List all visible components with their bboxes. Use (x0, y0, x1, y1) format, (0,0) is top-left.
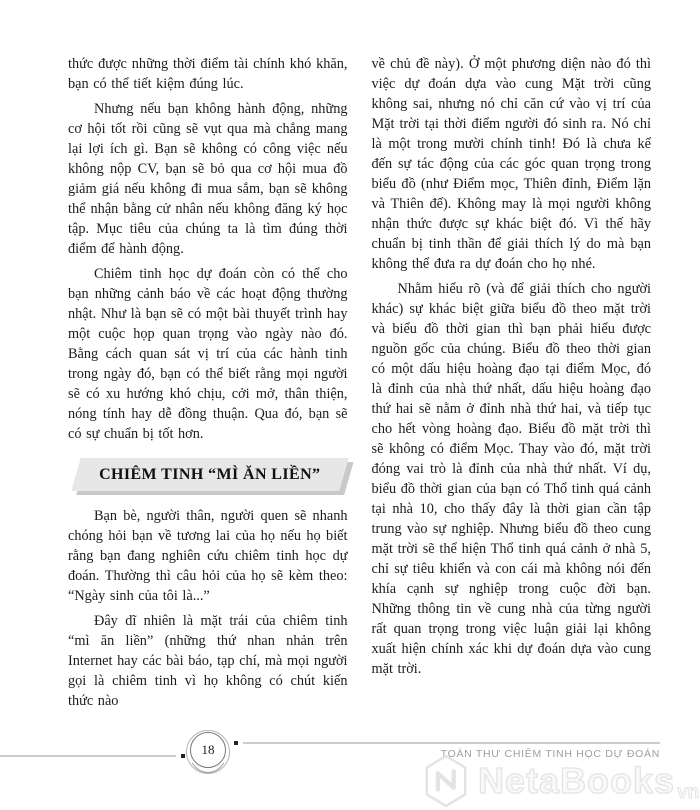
watermark-brand: NetaBooks (478, 760, 676, 801)
paragraph: Đây dĩ nhiên là mặt trái của chiêm tinh “mì ăn liền” (những thứ nhan nhản trên Internet hay các bài báo, tạp chí, mà mọi người gọi là chiêm tinh vì họ không có chút kiến thức nào (68, 613, 348, 709)
paragraph: Bạn bè, người thân, người quen sẽ nhanh chóng hỏi bạn về tương lai của họ nếu họ biết rằng bạn đang nghiên cứu chiêm tinh học dự đoán. Thường thì câu hỏi của họ sẽ kèm theo: “Ngày sinh của tôi là...” (68, 508, 348, 604)
paragraph: Chiêm tinh học dự đoán còn có thể cho bạn những cảnh báo về các hoạt động thường nhật. Như là bạn sẽ có một bài thuyết trình hay một cuộc họp quan trọng vào ngày nào đó. Bằng cách quan sát vị trí của các hành tinh trong ngày đó, bạn có thể biết rằng mọi người sẽ có xu hướng khó chịu, cởi mở, thân thiện, nóng tính hay dễ đồng thuận. Qua đó, bạn sẽ có sự chuẩn bị tốt hơn. (68, 266, 348, 442)
paragraph: Nhưng nếu bạn không hành động, những cơ hội tốt rồi cũng sẽ vụt qua mà chẳng mang lại lợi ích gì. Bạn sẽ không có công việc nếu không nộp CV, bạn sẽ bỏ qua cơ hội mua đồ giảm giá nếu không đi mua sắm, bạn sẽ không thể nhận bằng cử nhân nếu không đăng ký học tập. Mục tiêu của chúng ta là tìm đúng thời điểm để hành động. (68, 101, 348, 257)
section-heading-banner (76, 458, 344, 491)
footer-rule-left (0, 755, 176, 757)
right-column (372, 54, 652, 716)
paragraph: Nhằm hiểu rõ (và để giải thích cho người khác) sự khác biệt giữa biểu đồ theo mặt trời và biểu đồ thời gian thì bạn phải hiểu được nguồn gốc của chúng. Biểu đồ theo thời gian có một dấu hiệu hoàng đạo tại điểm Mọc, đó là đỉnh của nhà thứ nhất, dấu hiệu hoàng đạo thứ hai sẽ nằm ở đỉnh nhà thứ hai, và tiếp tục cho hết vòng hoàng đạo. Biểu đồ mặt trời thì sẽ không có điểm Mọc. Thay vào đó, mặt trời đóng vai trò là đỉnh của nhà thứ nhất. Ví dụ, biểu đồ thời gian của bạn có Thổ tinh quá cảnh tại nhà 10, cho thấy đây là thời gian cần tập trung vào sự nghiệp. Nhưng biểu đồ theo cung mặt trời sẽ thể hiện Thổ tinh quá cảnh ở nhà 5, chỉ sự tiêu khiển và con cái mà không nói đến khía cạnh sự nghiệp trong cuộc đời bạn. Những thông tin về cung nhà của từng người rất quan trọng trong việc luận giải lại không xuất hiện chính xác khi dự đoán dựa vào cung mặt trời. (371, 281, 651, 677)
footer-rule-right (243, 742, 660, 744)
netabooks-hexagon-icon (422, 754, 470, 808)
watermark-tld: vn (677, 782, 700, 803)
left-column (68, 54, 348, 716)
page-number: 18 (190, 732, 226, 768)
page-number-badge (186, 730, 230, 774)
running-title: TOÀN THƯ CHIÊM TINH HỌC DỰ ĐOÁN (440, 748, 660, 760)
text-columns (68, 54, 651, 716)
paragraph: về chủ đề này). Ở một phương diện nào đó thì việc dự đoán dựa vào cung Mặt trời cũng không sai, nhưng nó chỉ căn cứ vào vị trí của Mặt trời tại thời điểm người đó sinh ra. Nó chỉ là một trong mười chính tinh! Đó là chưa kể đến sự tác động của các góc quan trọng trong biểu đồ (như Điểm mọc, Thiên đỉnh, Điểm lặn và Thiên đế). Không may là mọi người không nhận thức được sự khác biệt đó. Vì thế hãy chuẩn bị tinh thần để giải thích lý do mà bạn không thể đưa ra dự đoán cho họ nhé. (371, 56, 651, 272)
section-heading: CHIÊM TINH “MÌ ĂN LIỀN” (99, 466, 321, 483)
watermark (422, 752, 700, 810)
paragraph: thức được những thời điểm tài chính khó khăn, bạn có thể tiết kiệm đúng lúc. (68, 56, 348, 92)
